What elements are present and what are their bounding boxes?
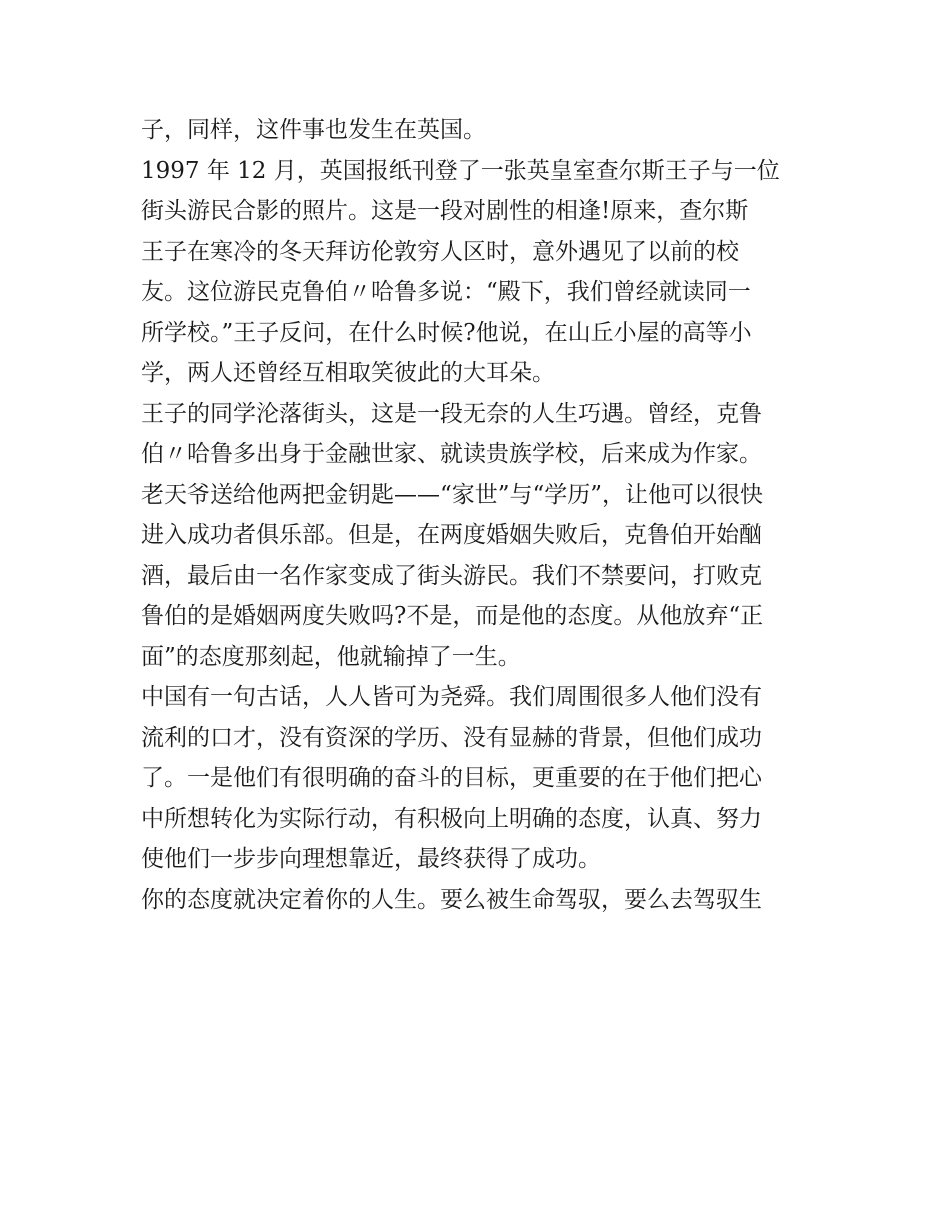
text-line: 王子的同学沦落街头，这是一段无奈的人生巧遇。曾经，克鲁 [141,400,762,427]
text-line: 酒，最后由一名作家变成了街头游民。我们不禁要问，打败克 [141,562,762,589]
text-line: 你的态度就决定着你的人生。要么被生命驾驭，要么去驾驭生 [141,886,762,913]
text-line: 友。这位游民克鲁伯〃哈鲁多说：“殿下，我们曾经就读同一 [141,279,751,305]
text-line: 中所想转化为实际行动，有积极向上明确的态度，认真、努力 [141,805,762,832]
text-line: 进入成功者俱乐部。但是，在两度婚姻失败后，克鲁伯开始酗 [141,522,762,548]
text-line: 学，两人还曾经互相取笑彼此的大耳朵。 [141,360,555,386]
text-line: 所学校。”王子反问，在什么时候?他说，在山丘小屋的高等小 [141,319,752,346]
text-line: 使他们一步步向理想靠近，最终获得了成功。 [141,846,601,872]
text-line: 街头游民合影的照片。这是一段对剧性的相逢!原来，查尔斯 [141,198,749,224]
text-line: 面”的态度那刻起，他就输掉了一生。 [141,643,521,670]
text-line: 子，同样，这件事也发生在英国。 [141,117,486,143]
text-line: 1997 年 12 月，英国报纸刊登了一张英皇室查尔斯王子与一位 [141,157,780,184]
text-line: 伯〃哈鲁多出身于金融世家、就读贵族学校，后来成为作家。 [141,441,762,467]
document-body [141,110,821,920]
text-line: 了。一是他们有很明确的奋斗的目标，更重要的在于他们把心 [141,765,762,791]
text-line: 老天爷送给他两把金钥匙——“家世”与“学历”，让他可以很快 [141,481,764,508]
text-line: 中国有一句古话，人人皆可为尧舜。我们周围很多人他们没有 [141,684,762,710]
text-line: 王子在寒冷的冬天拜访伦敦穷人区时，意外遇见了以前的校 [141,238,739,265]
text-line: 鲁伯的是婚姻两度失败吗?不是，而是他的态度。从他放弃“正 [141,603,764,629]
text-line: 流利的口才，没有资深的学历、没有显赫的背景，但他们成功 [141,724,762,751]
